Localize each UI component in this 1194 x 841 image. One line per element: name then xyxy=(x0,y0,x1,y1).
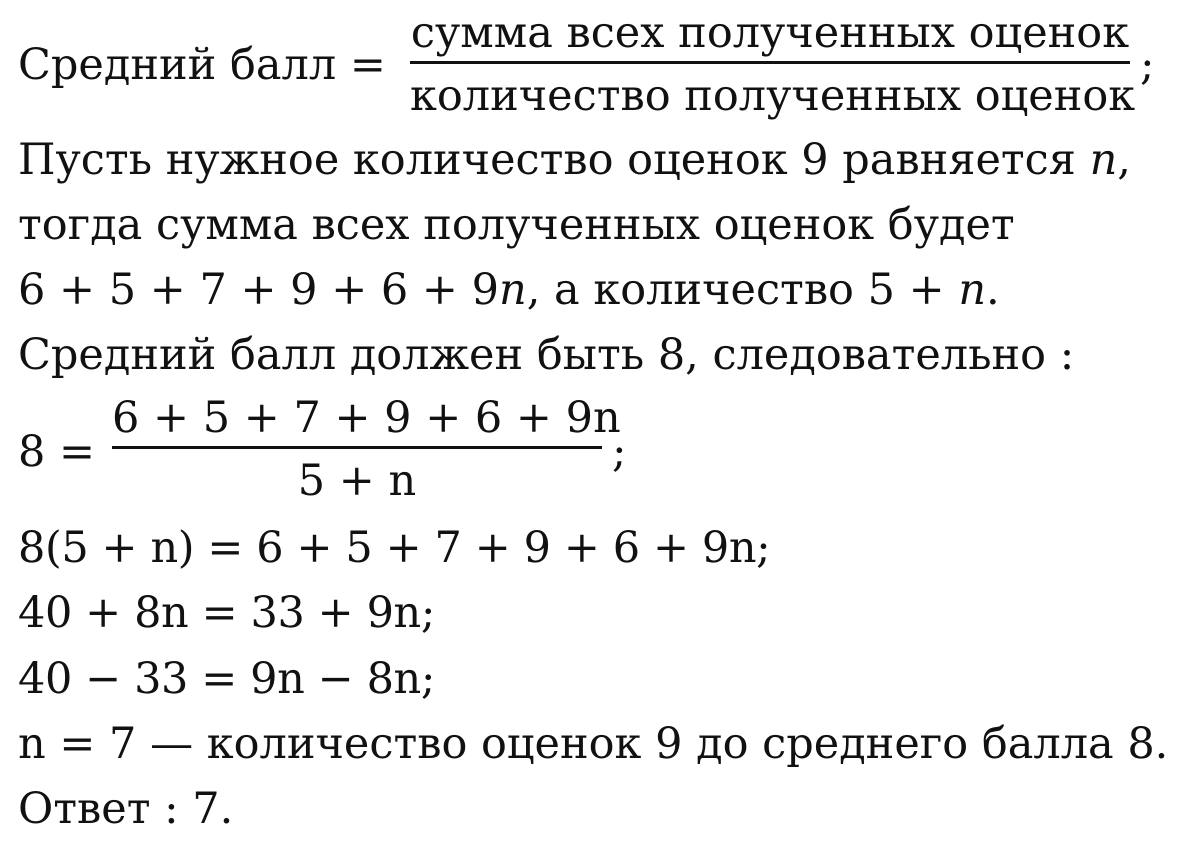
formula-denominator: количество полученных оценок xyxy=(410,71,1136,121)
paragraph-line-4: Средний балл должен быть 8, следовательно : xyxy=(18,330,1075,380)
paragraph-line-3-end: . xyxy=(986,265,1000,315)
paragraph-line-1-prefix: Пусть нужное количество оценок 9 равняется xyxy=(18,135,1076,185)
equation-1-denominator: 5 + n xyxy=(297,456,417,506)
average-formula-label xyxy=(18,40,386,90)
count-variable: n xyxy=(958,265,987,315)
formula-label-text: Средний балл xyxy=(18,40,337,90)
paragraph-line-3-middle: , а количество 5 + xyxy=(526,265,945,315)
formula-fraction-bar xyxy=(410,61,1130,64)
paragraph-line-1 xyxy=(18,135,1131,185)
step-1: 8(5 + n) = 6 + 5 + 7 + 9 + 6 + 9n; xyxy=(18,523,771,573)
equation-1-fraction-bar xyxy=(112,446,602,449)
equation-1-numerator: 6 + 5 + 7 + 9 + 6 + 9n xyxy=(112,393,621,443)
equation-1-lhs: 8 = xyxy=(18,427,96,477)
sum-expression: 6 + 5 + 7 + 9 + 6 + 9 xyxy=(18,265,499,315)
formula-semicolon: ; xyxy=(1140,40,1155,90)
paragraph-line-3 xyxy=(18,265,1000,315)
paragraph-line-1-suffix: , xyxy=(1117,135,1131,185)
step-3: 40 − 33 = 9n − 8n; xyxy=(18,654,435,704)
formula-numerator: сумма всех полученных оценок xyxy=(410,8,1130,58)
equation-1-fraction xyxy=(112,393,621,506)
answer-line: Ответ : 7. xyxy=(18,784,234,834)
equation-1-semicolon: ; xyxy=(612,427,627,477)
paragraph-line-2: тогда сумма всех полученных оценок будет xyxy=(18,200,1015,250)
step-4-result: n = 7 — количество оценок 9 до среднего балла 8. xyxy=(18,719,1169,769)
formula-equals-sign: = xyxy=(349,40,386,90)
step-2: 40 + 8n = 33 + 9n; xyxy=(18,588,435,638)
paragraph-line-1-variable: n xyxy=(1089,135,1118,185)
sum-variable: n xyxy=(498,265,527,315)
average-formula-fraction xyxy=(410,8,1136,121)
